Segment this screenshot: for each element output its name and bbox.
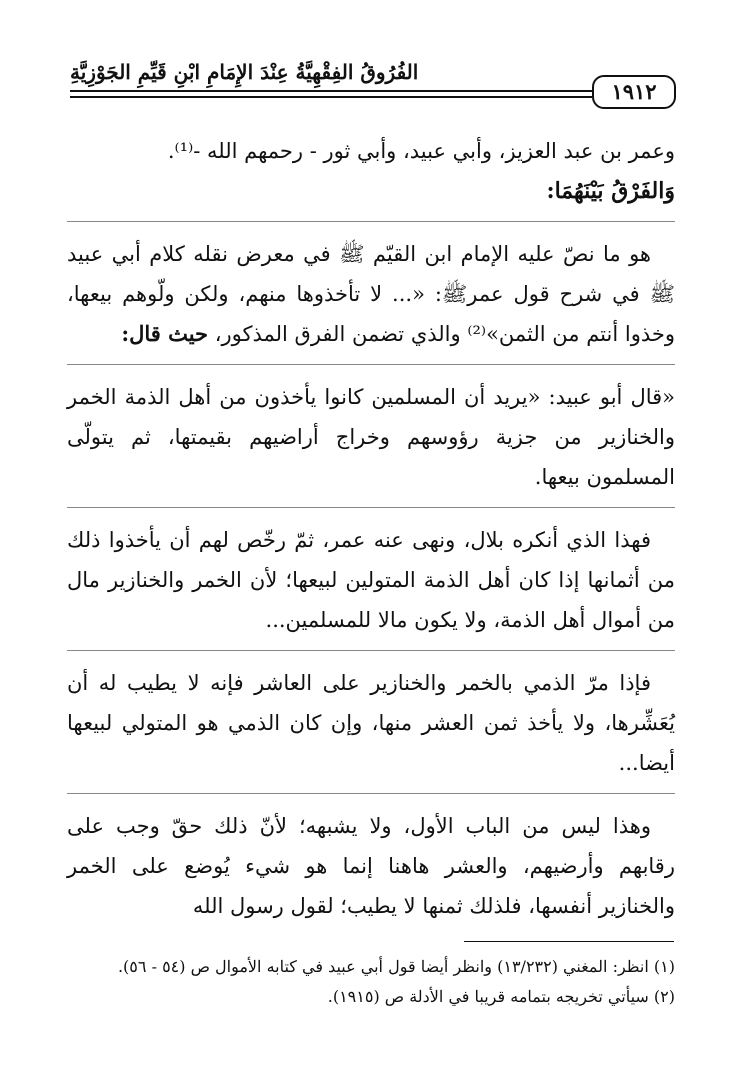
header-rule-bottom <box>70 96 592 98</box>
paragraph-2 <box>67 234 675 354</box>
footnote-1: (١) انظر: المغني (١٣/٢٣٢) وانظر أيضا قول أبي عبيد في كتابه الأموال ص (٥٤ - ٥٦). <box>117 957 675 976</box>
section-divider <box>67 221 675 222</box>
section-heading: وَالفَرْقُ بَيْنَهُمَا: <box>546 178 675 204</box>
main-text <box>67 131 675 926</box>
paragraph-2-bold: حيث قال: <box>121 321 209 346</box>
paragraph-2-text: هو ما نصّ عليه الإمام ابن القيّم ﷺ في معرض نقله كلام أبي عبيد ﷺ في شرح قول عمرﷺ: «... لا تأخذوها منهم، ولكن ولّوهم بيعها، وخذوا أنتم من الثمن»⁽²⁾ والذي تضمن الفرق المذكور، <box>67 242 675 346</box>
paragraph-5: فإذا مرّ الذمي بالخمر والخنازير على العاشر فإنه لا يطيب له أن يُعَشِّرها، ولا يأخذ ثمن العشر منها، وإن كان الذمي هو المتولي لبيعها أيضا... <box>67 671 675 775</box>
quote-divider <box>67 364 675 365</box>
paragraph-divider-2 <box>67 650 675 651</box>
paragraph-1: وعمر بن عبد العزيز، وأبي عبيد، وأبي ثور - رحمهم الله -⁽¹⁾. <box>167 139 675 163</box>
footnote-2: (٢) سيأتي تخريجه بتمامه قريبا في الأدلة ص (١٩١٥). <box>327 987 675 1006</box>
running-header <box>70 58 676 118</box>
paragraph-divider-3 <box>67 793 675 794</box>
header-rule-top <box>70 90 592 92</box>
page-number: ١٩١٢ <box>592 75 676 109</box>
paragraph-divider-1 <box>67 507 675 508</box>
footnote-rule <box>464 941 674 942</box>
paragraph-3: «قال أبو عبيد: «يريد أن المسلمين كانوا يأخذون من أهل الذمة الخمر والخنازير من جزية رؤوسهم وخراج أراضيهم بقيمتها، ثم يتولّى المسلمون بيعها. <box>67 385 675 489</box>
footnotes <box>67 952 675 1012</box>
book-title: الفُرُوقُ الفِقْهِيَّةُ عِنْدَ الإِمَامِ ابْنِ قَيِّمِ الجَوْزِيَّةِ <box>70 60 419 84</box>
paragraph-4: فهذا الذي أنكره بلال، ونهى عنه عمر، ثمّ رخّص لهم أن يأخذوا ذلك من أثمانها إذا كان أهل الذمة المتولين لبيعها؛ لأن الخمر والخنازير مال من أموال أهل الذمة، ولا يكون مالا للمسلمين... <box>67 528 675 632</box>
paragraph-6: وهذا ليس من الباب الأول، ولا يشبهه؛ لأنّ ذلك حقّ وجب على رقابهم وأرضيهم، والعشر هاهنا إنما هو شيء يُوضع على الخمر والخنازير أنفسها، فلذلك ثمنها لا يطيب؛ لقول رسول الله <box>67 814 675 918</box>
